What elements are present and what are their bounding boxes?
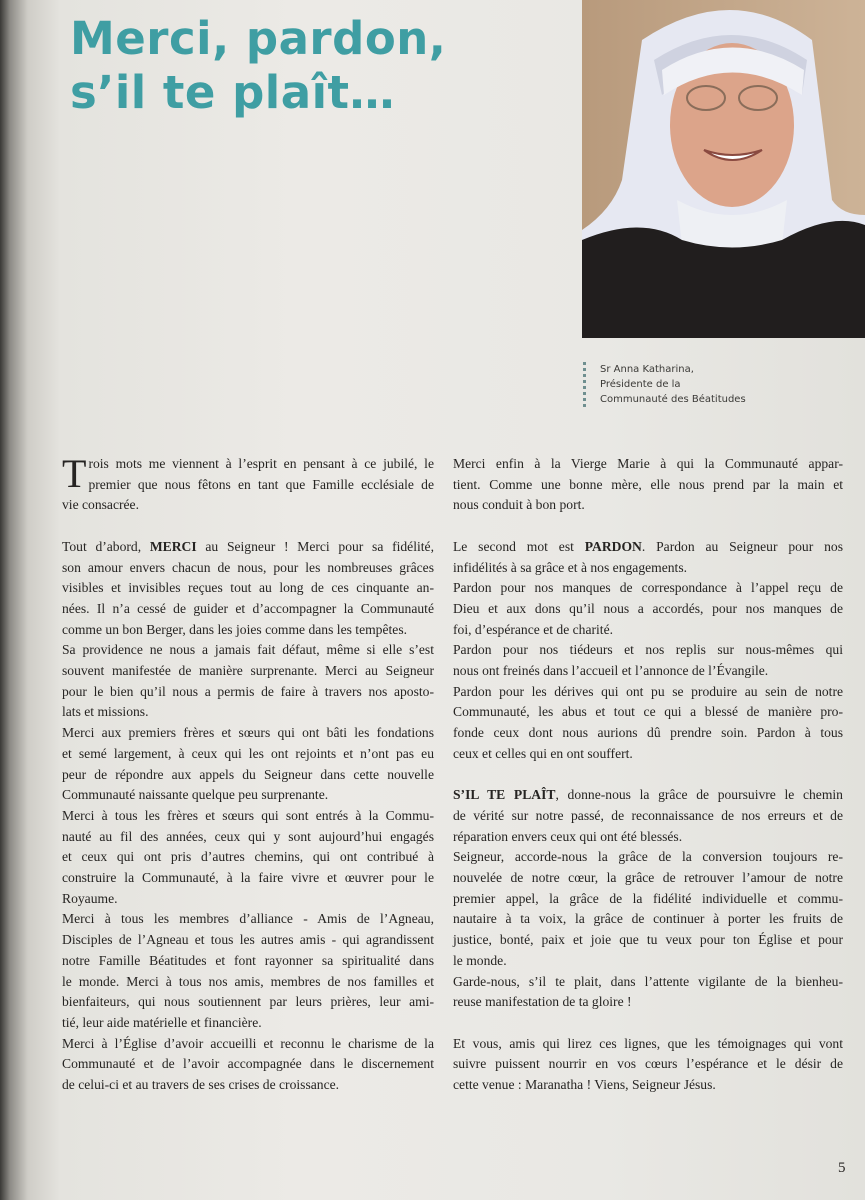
- photo-caption: [583, 362, 746, 407]
- text-line: suivre puissent nourrir en vos cœurs l’espérance et le désir de: [453, 1056, 843, 1072]
- text-line: Et vous, amis qui lirez ces lignes, que les témoignages qui vont: [453, 1035, 843, 1051]
- text-line: Merci à tous les membres d’alliance - Amis de l’Agneau,: [62, 911, 434, 927]
- text-line: vie consacrée.: [62, 497, 139, 513]
- text-line: Seigneur, accorde-nous la grâce de la conversion toujours re-: [453, 849, 843, 865]
- text-line: nous conduit à bon port.: [453, 497, 585, 513]
- text-line: Communauté et de l’avoir accompagnée dans le discernement: [62, 1056, 434, 1072]
- text-line: peur de répondre aux appels du Seigneur dans cette nouvelle: [62, 766, 434, 782]
- text-line: son amour envers chacun de nous, pour les nombreuses grâces: [62, 559, 434, 575]
- text-line: Pardon pour les dérives qui ont pu se produire au sein de notre: [453, 683, 843, 699]
- article-title: [70, 12, 446, 120]
- text-line: Disciples de l’Agneau et tous les autres amis - qui agrandissent: [62, 932, 434, 948]
- text-line: S’IL TE PLAÎT, donne-nous la grâce de poursuivre le chemin: [453, 787, 843, 803]
- text-line: fonde ceux dont nous aurions dû prendre soin. Pardon à tous: [453, 725, 843, 741]
- text-line: Pardon pour nos manques de correspondance à l’appel reçu de: [453, 580, 843, 596]
- paragraph-gap: [62, 516, 434, 537]
- page-number: 5: [838, 1160, 846, 1176]
- text-line: ceux et celles qui en ont souffert.: [453, 745, 633, 761]
- text-line: reuse manifestation de ta gloire !: [453, 994, 632, 1010]
- text-line: le monde.: [453, 952, 507, 968]
- text-line: le monde. Merci à tous nos amis, membres de nos familles et: [62, 973, 434, 989]
- text-line: comme un bon Berger, dans les joies comme dans les tempêtes.: [62, 621, 408, 637]
- text-line: Royaume.: [62, 890, 118, 906]
- text-line: Merci enfin à la Vierge Marie à qui la Communauté appar-: [453, 456, 843, 471]
- portrait-image: [582, 0, 865, 338]
- emphasis-word: S’IL TE PLAÎT: [453, 787, 556, 803]
- text-line: Communauté naissante quelque peu surprenante.: [62, 787, 329, 803]
- text-line: infidélités à sa grâce et à nos engagements.: [453, 559, 688, 575]
- text-line: notre Famille Béatitudes et font rayonner sa spiritualité dans: [62, 952, 434, 968]
- text-line: Pardon pour nos tiédeurs et nos replis sur nous-mêmes qui: [453, 642, 843, 658]
- text-line: Merci à tous les frères et sœurs qui sont entrés à la Commu-: [62, 807, 434, 823]
- text-line: Tout d’abord, MERCI au Seigneur ! Merci pour sa fidélité,: [62, 538, 434, 554]
- paragraph-gap: [453, 516, 843, 537]
- paragraph: [453, 1034, 843, 1096]
- text-line: de celui-ci et au travers de ses crises de croissance.: [62, 1077, 340, 1093]
- text-line: Merci à l’Église d’avoir accueilli et reconnu le charisme de la: [62, 1035, 434, 1051]
- text-line: réparation envers ceux qui ont été blessés.: [453, 828, 683, 844]
- text-line: premier que nous fêtons en tant que Famille ecclésiale de: [88, 476, 434, 492]
- text-line: Dieu et aux dons qu’il nous a accordés, pour nos manques de: [453, 600, 843, 616]
- text-line: nées. Il n’a cessé de guider et d’accompagner la Communauté: [62, 600, 434, 616]
- text-line: rois mots me viennent à l’esprit en pensant à ce jubilé, le: [88, 456, 434, 471]
- text-line: visibles et invisibles reçues tout au long de ces cinquante an-: [62, 580, 434, 596]
- emphasis-word: PARDON: [584, 538, 642, 554]
- text-line: et semé largement, à ceux qui les ont rejoints et n’ont pas eu: [62, 745, 434, 761]
- text-line: nous ont freinés dans l’accueil et l’annonce de l’Évangile.: [453, 663, 769, 679]
- right-column: [453, 454, 843, 1096]
- text-line: Communauté, les abus et tout ce qui a blessé de manière pro-: [453, 704, 843, 720]
- text-line: nautaire à ta voix, la grâce de continuer à porter les fruits de: [453, 911, 843, 927]
- text-line: nauté au fil des années, ceux qui y sont aujourd’hui engagés: [62, 828, 434, 844]
- paragraph: [62, 537, 434, 1096]
- caption-name: Sr Anna Katharina,: [600, 364, 694, 375]
- text-line: foi, d’espérance et de charité.: [453, 621, 614, 637]
- portrait-photo: [582, 0, 865, 338]
- text-line: pour le bien qu’il nous a permis de faire à travers nos aposto-: [62, 683, 434, 699]
- text-line: cette venue : Maranatha ! Viens, Seigneur Jésus.: [453, 1077, 716, 1093]
- text-line: construire la Communauté, à la faire vivre et œuvrer pour le: [62, 870, 434, 886]
- text-line: premier appel, la grâce de la fidélité individuelle et commu-: [453, 890, 843, 906]
- text-line: tié, leur aide matérielle et financière.: [62, 1014, 262, 1030]
- emphasis-word: MERCI: [149, 538, 197, 554]
- text-line: lats et missions.: [62, 704, 149, 720]
- text-line: Sa providence ne nous a jamais fait défaut, même si elle s’est: [62, 642, 434, 658]
- paragraph: [453, 454, 843, 516]
- paragraph: [453, 785, 843, 1013]
- text-line: justice, bonté, paix et joie que tu veux pour ton Église et pour: [453, 932, 843, 948]
- text-line: de vérité sur notre passé, de reconnaissance de nos erreurs et de: [453, 807, 843, 823]
- title-line: s’il te plaît…: [70, 66, 396, 119]
- text-line: nouvelée de notre cœur, la grâce de retrouver l’amour de notre: [453, 870, 843, 886]
- paragraph: [453, 537, 843, 765]
- caption-role: Présidente de la: [600, 379, 681, 390]
- text-line: tient. Comme une bonne mère, elle nous prend par la main et: [453, 476, 843, 492]
- left-column: [62, 451, 434, 1096]
- text-line: souvent manifestée de manière surprenante. Merci au Seigneur: [62, 663, 434, 679]
- text-line: bienfaiteurs, qui nous soutiennent par leurs prières, leur ami-: [62, 994, 434, 1010]
- text-line: Le second mot est PARDON. Pardon au Seigneur pour nos: [453, 538, 843, 554]
- text-line: Merci aux premiers frères et sœurs qui ont bâti les fondations: [62, 725, 434, 741]
- text-line: Garde-nous, s’il te plait, dans l’attente vigilante de la bienheu-: [453, 973, 843, 989]
- paragraph-gap: [453, 1013, 843, 1034]
- paragraph-gap: [453, 765, 843, 786]
- title-line: Merci, pardon,: [70, 12, 447, 65]
- text-line: et ceux qui ont pris d’autres chemins, qui ont contribué à: [62, 849, 434, 865]
- paragraph: [62, 451, 434, 516]
- drop-cap: T: [62, 451, 87, 496]
- caption-organization: Communauté des Béatitudes: [600, 394, 746, 405]
